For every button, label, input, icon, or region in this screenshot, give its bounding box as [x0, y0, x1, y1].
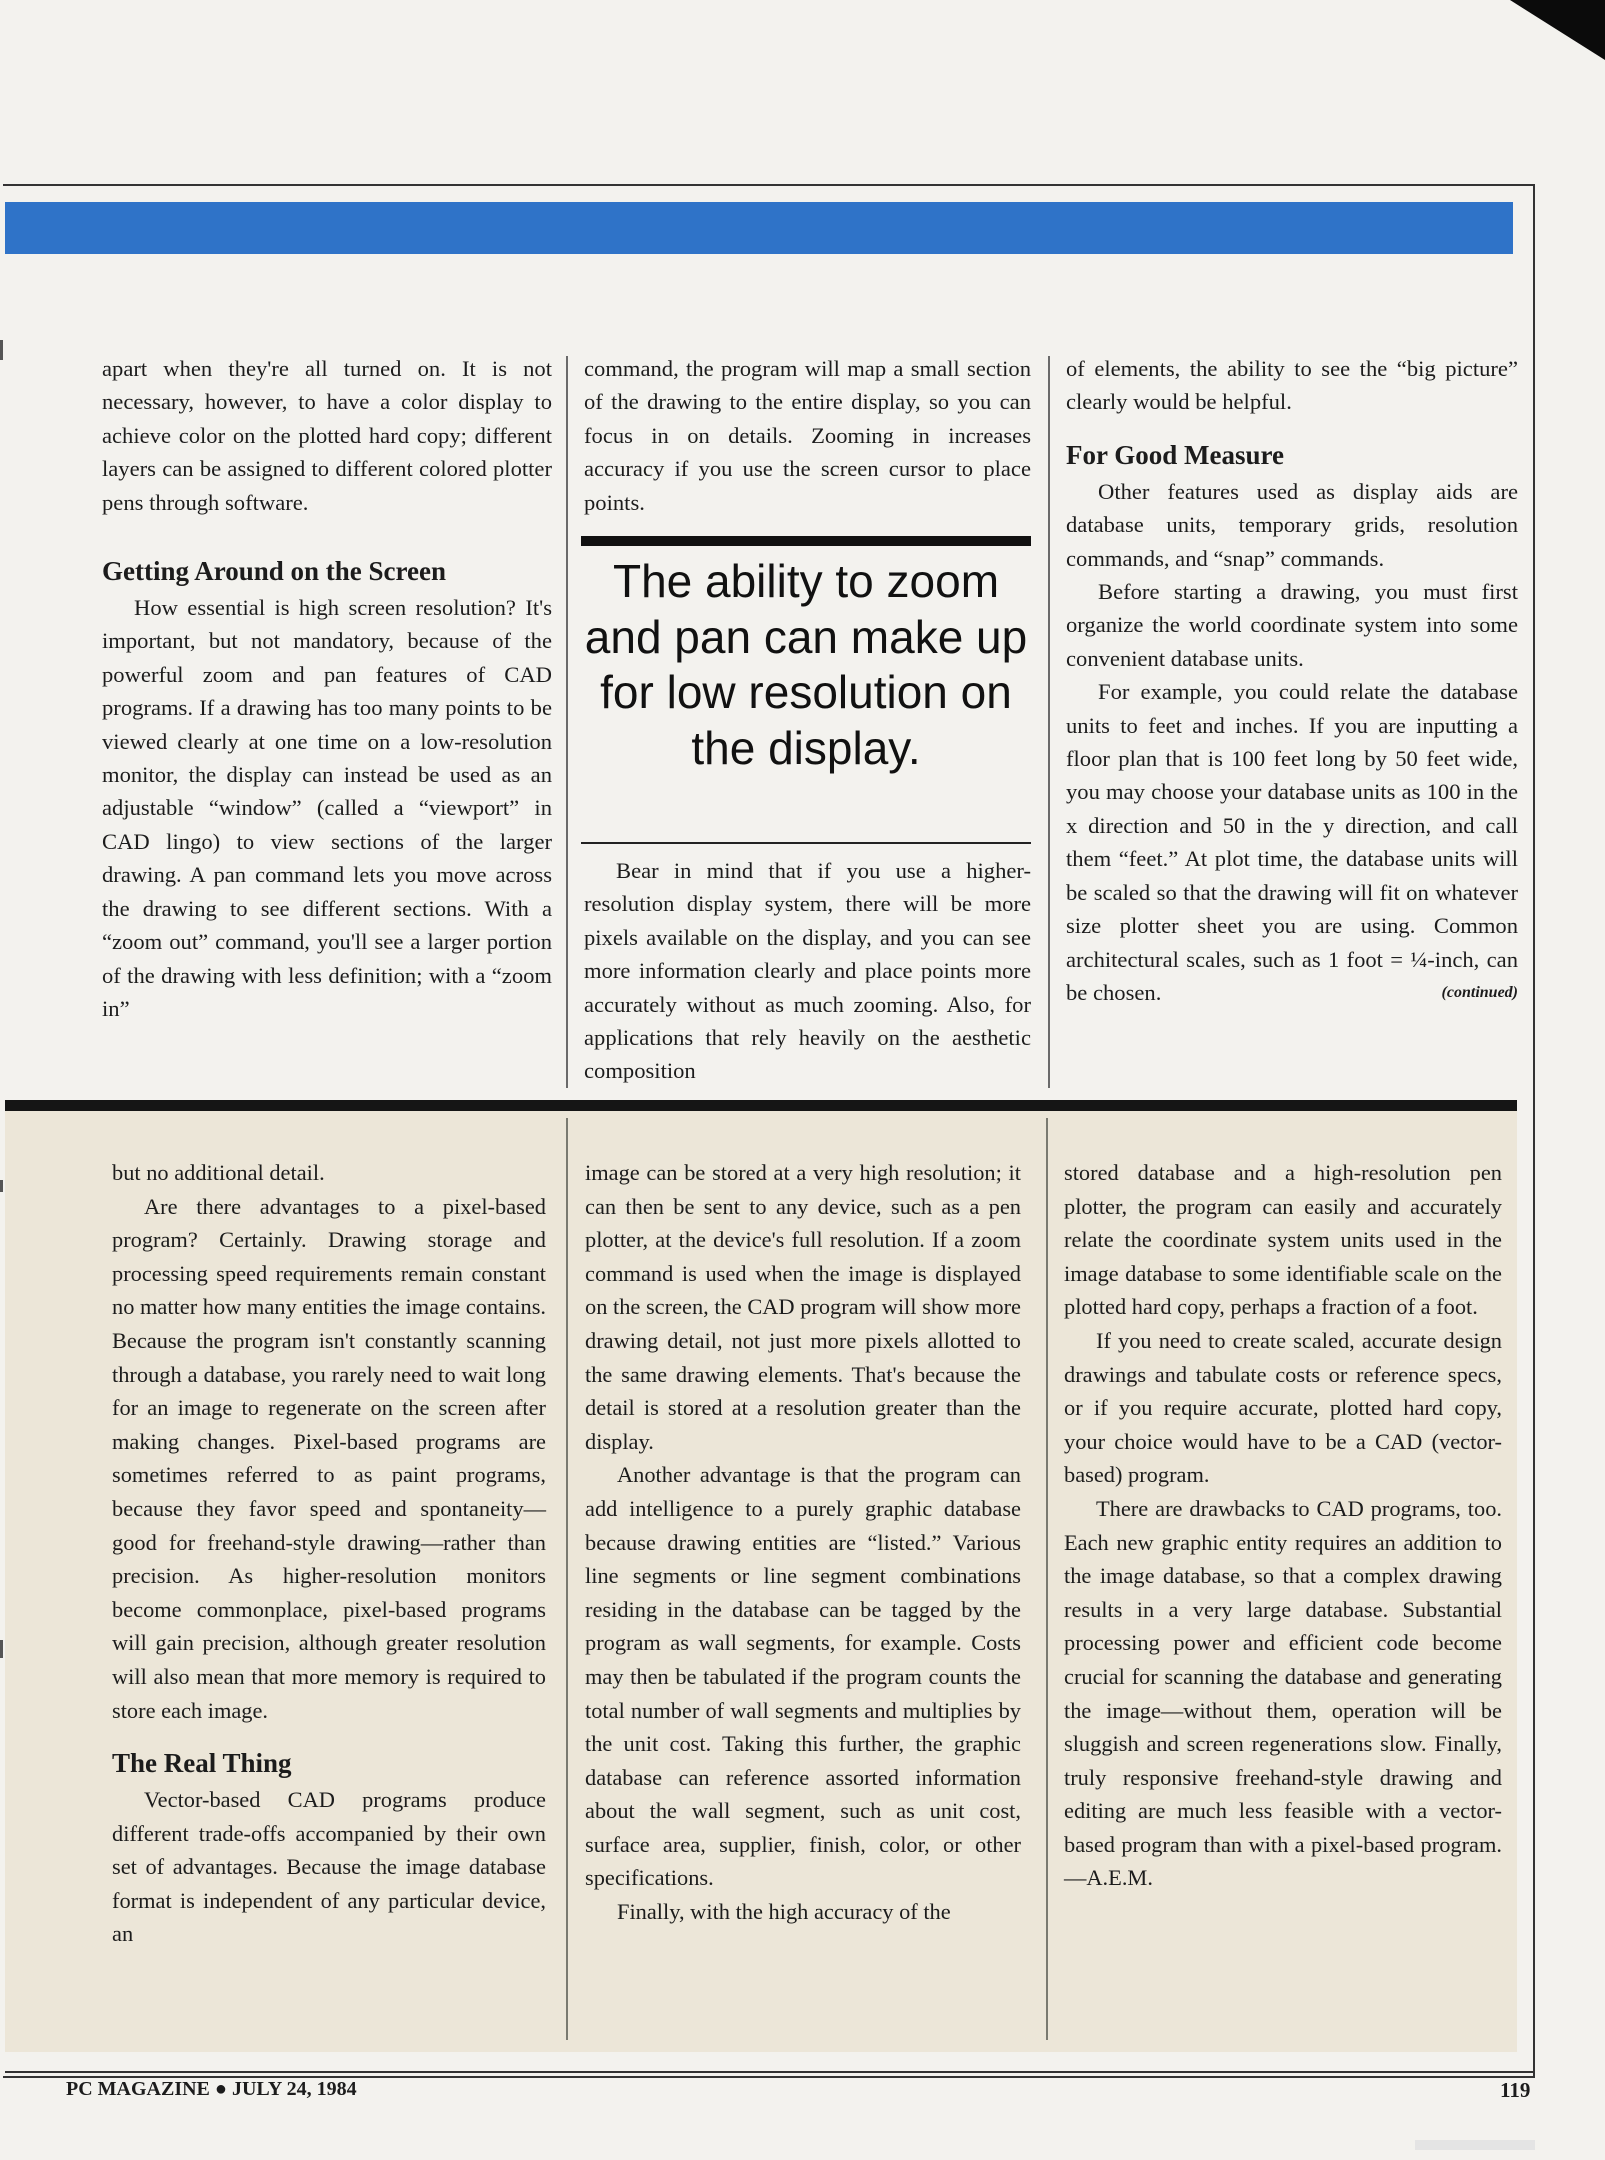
paragraph: command, the program will map a small section of the drawing to the entire display, so you can focus in on details. Zooming in increases accuracy if you use the screen cursor to place points. [584, 356, 1031, 515]
paragraph: apart when they're all turned on. It is not necessary, however, to have a color display to achieve color on the plotted hard copy; different layers can be assigned to different colored plotter pens through software. [102, 356, 552, 515]
footer-publication: PC MAGAZINE ● JULY 24, 1984 [66, 2078, 357, 2100]
paragraph: Before starting a drawing, you must first organize the world coordinate system into some convenient database units. [1066, 579, 1518, 671]
sidebar-column-3 [1064, 1156, 1502, 1895]
paragraph-text: For example, you could relate the database units to feet and inches. If you are inputting a floor plan that is 100 feet long by 50 feet wide, you may choose your database units as 100 in the x direction and 50 in the y direction, and call them “feet.” At plot time, the database units will be scaled so that the drawing will fit on whatever size plotter sheet you are using. Common architectural scales, such as 1 foot = ¼-inch, can be chosen. [1066, 679, 1518, 1005]
margin-mark [0, 340, 3, 360]
scan-artifact [1415, 2140, 1535, 2150]
column-divider [566, 356, 568, 1088]
header-color-bar [5, 202, 1513, 254]
paragraph: Vector-based CAD programs produce different trade-offs accompanied by their own set of advantages. Because the image database format is independent of any particular device, an [112, 1787, 546, 1947]
paragraph: image can be stored at a very high resolution; it can then be sent to any device, such as a pen plotter, at the device's full resolution. If a zoom command is used when the image is displayed on the screen, the CAD program will show more drawing detail, not just more pixels allotted to the same drawing elements. That's because the detail is stored at a resolution greater than the display. [585, 1160, 1021, 1454]
section-heading: Getting Around on the Screen [102, 556, 447, 587]
paragraph: How essential is high screen resolution? It's important, but not mandatory, because of the powerful zoom and pan features of CAD programs. If a drawing has too many points to be viewed clearly at one time on a low-resolution monitor, the display can instead be used as an adjustable “window” (called a “viewport” in CAD lingo) to view sections of the larger drawing. A pan command lets you move across the drawing to see different sections. With a “zoom out” command, you'll see a larger portion of the drawing with less definition; with a “zoom in” [102, 595, 552, 1021]
section-heading: The Real Thing [112, 1748, 292, 1779]
paragraph: Bear in mind that if you use a higher-resolution display system, there will be more pixels available on the display, and you can see more information clearly and place points more accurately without as much zooming. Also, for applications that rely heavily on the aesthetic composition [584, 858, 1031, 1084]
page-number: 119 [1500, 2078, 1531, 2102]
pull-quote-text: The ability to zoom and pan can make up for low resolution on the display. [584, 555, 1028, 774]
article-column-2-continued [584, 854, 1031, 1088]
paragraph: There are drawbacks to CAD programs, too. Each new graphic entity requires an addition to the image database, so that a complex drawing results in a very large database. Substantial processing power and efficient code become crucial for scanning the database and generating the image—without them, operation will be sluggish and screen regenerations slow. Finally, truly responsive freehand-style drawing and editing are much less feasible with a vector-based program than with a pixel-based program. —A.E.M. [1064, 1495, 1502, 1891]
footer-rule [5, 2071, 1535, 2073]
paragraph [1066, 675, 1518, 1009]
sidebar-column-divider [1046, 1118, 1048, 2040]
paragraph: but no additional detail. [112, 1160, 325, 1185]
margin-mark [0, 1180, 3, 1192]
sidebar-top-rule [5, 1100, 1517, 1111]
corner-tab [1510, 0, 1605, 60]
sidebar-column-1 [112, 1156, 546, 1951]
paragraph: stored database and a high-resolution pen plotter, the program can easily and accurately relate the coordinate system units used in the image database to some identifiable scale on the plotted hard copy, perhaps a fraction of a foot. [1064, 1160, 1502, 1320]
article-column-1 [102, 352, 552, 1025]
continued-label: (continued) [1441, 983, 1518, 1001]
sidebar-column-divider [566, 1118, 568, 2040]
paragraph: Finally, with the high accuracy of the [617, 1899, 951, 1925]
section-heading: For Good Measure [1066, 439, 1284, 470]
sidebar-column-2 [585, 1156, 1021, 1929]
paragraph: Are there advantages to a pixel-based program? Certainly. Drawing storage and processing speed requirements remain constant no matter how many entities the image contains. Because the program isn't constantly scanning through a database, you rarely need to wait long for an image to regenerate on the screen after making changes. Pixel-based programs are sometimes referred to as paint programs, because they favor speed and spontaneity—good for freehand-style drawing—rather than precision. As higher-resolution monitors become commonplace, pixel-based programs will gain precision, although greater resolution will also mean that more memory is required to store each image. [112, 1193, 547, 1723]
paragraph: Another advantage is that the program can add intelligence to a purely graphic database because drawing entities are “listed.” Various line segments or line segment combinations residing in the database can be tagged by the program as wall segments, for example. Costs may then be tabulated if the program counts the total number of wall segments and multiplies by the unit cost. Taking this further, the graphic database can reference assorted information about the wall segment, such as unit cost, surface area, supplier, finish, color, or other specifications. [585, 1462, 1021, 1891]
article-column-2 [584, 352, 1031, 519]
article-column-3 [1066, 352, 1518, 1009]
pull-quote [581, 536, 1031, 844]
margin-mark [0, 1640, 3, 1658]
pull-quote-bottom-rule [581, 842, 1031, 844]
column-divider [1048, 356, 1050, 1088]
paragraph: Other features used as display aids are database units, temporary grids, resolution commands, and “snap” commands. [1066, 478, 1518, 571]
paragraph: If you need to create scaled, accurate design drawings and tabulate costs or reference specs, or if you require accurate, plotted hard copy, your choice would have to be a CAD (vector-based) program. [1064, 1327, 1502, 1488]
paragraph: of elements, the ability to see the “big picture” clearly would be helpful. [1066, 356, 1518, 415]
pull-quote-top-rule [581, 536, 1031, 546]
